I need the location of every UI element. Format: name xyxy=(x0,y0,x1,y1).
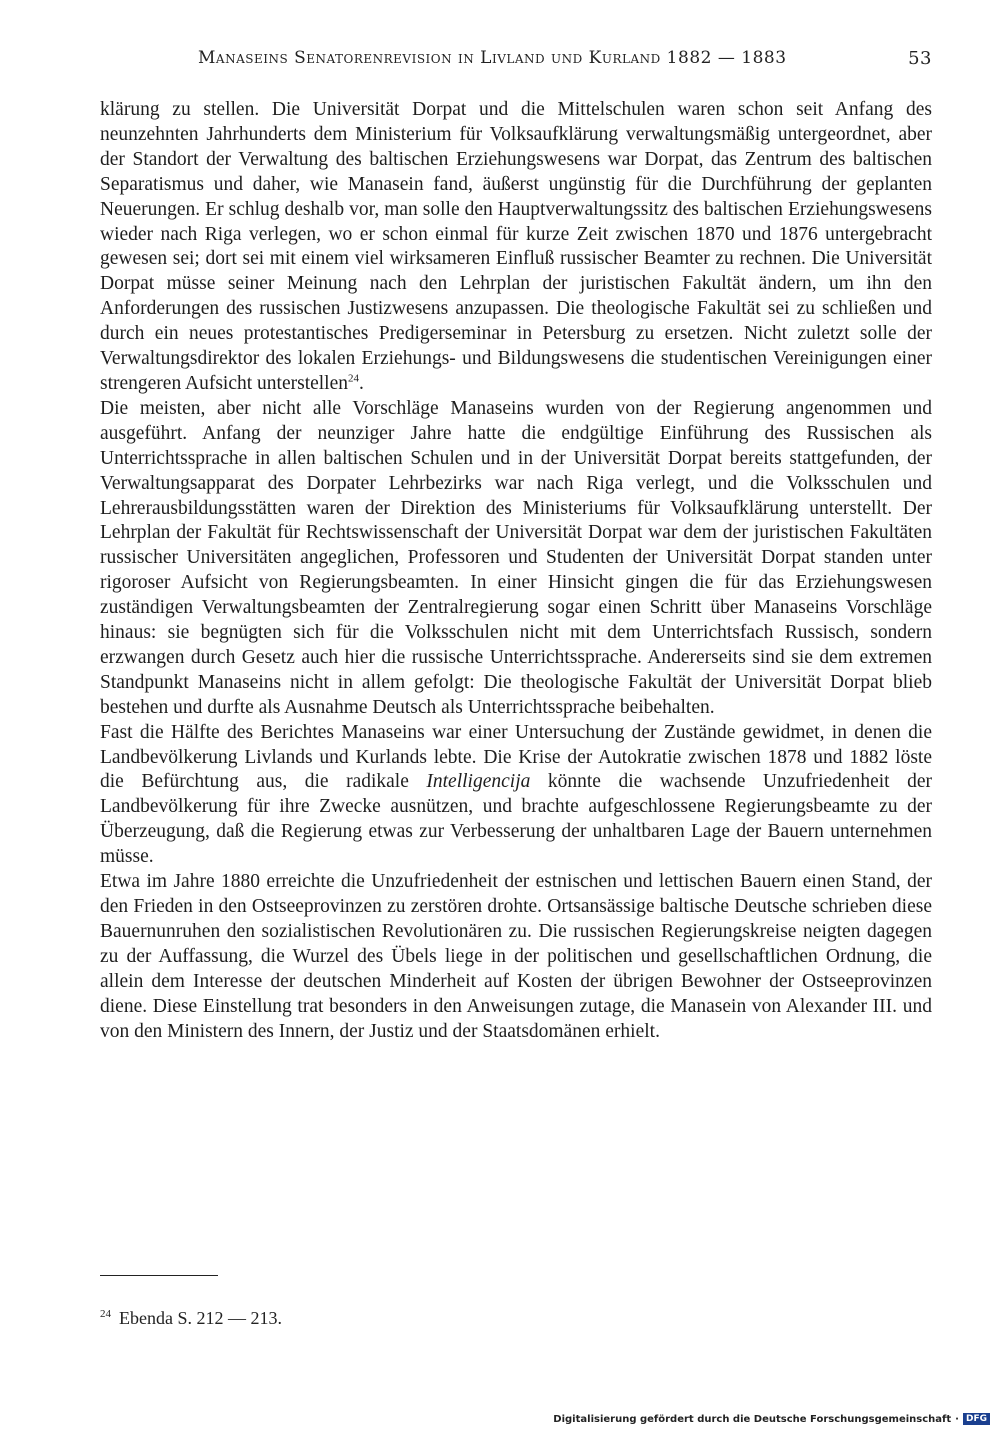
running-title: Manaseins Senatorenrevision in Livland und Kurland 1882 — 1883 xyxy=(198,48,787,68)
body-text xyxy=(100,98,932,1044)
paragraph-1 xyxy=(100,98,932,397)
paragraph-2: Die meisten, aber nicht alle Vorschläge Manaseins wurden von der Regierung angenommen und ausgeführt. Anfang der neunziger Jahre hatte die endgültige Einführung des Russischen als Unterrichtssprache in allen baltischen Schulen und in der Universität Dorpat bereits stattgefunden, der Verwaltungsapparat des Dorpater Lehrbezirks war nach Riga verlegt, und die Volksschulen und Lehrerausbildungsstätten waren der Direktion des Ministeriums für Volksaufklärung unterstellt. Der Lehrplan der Fakultät für Rechtswissenschaft der Universität Dorpat war dem der juristischen Fakultäten russischer Universitäten angeglichen, Professoren und Studenten der Universität Dorpat standen unter rigoroser Aufsicht von Regierungsbeamten. In einer Hinsicht gingen die für das Erziehungswesen zuständigen Verwaltungsbeamten der Zentralregierung sogar einen Schritt über Manaseins Vorschläge hinaus: sie begnügten sich für die Volksschulen nicht mit dem Unterrichtsfach Russisch, sondern erzwangen durch Gesetz auch hier die russische Unterrichtssprache. Andererseits sind sie dem extremen Standpunkt Manaseins nicht in allem gefolgt: Die theologische Fakultät der Universität Dorpat blieb bestehen und durfte als Ausnahme Deutsch als Unterrichtssprache beibehalten. xyxy=(100,397,932,718)
paragraph-1-end: . xyxy=(359,372,364,394)
digitization-text: Digitalisierung gefördert durch die Deutsche Forschungsgemeinschaft xyxy=(553,1413,952,1425)
paragraph-3-text-b: könnte die wachsende Unzufriedenheit der Landbevölkerung für ihre Zwecke ausnützen, und brachte aufgeschlossene Regierungsbeamte zu der Überzeugung, daß die Regierung etwas zur Verbesserung der unhaltbaren Lage der Bauern unternehmen müsse. xyxy=(100,771,932,868)
italic-term: Intelligencija xyxy=(426,771,531,793)
footnote xyxy=(100,1308,282,1329)
digitization-separator: · xyxy=(955,1413,959,1425)
paragraph-4: Etwa im Jahre 1880 erreichte die Unzufriedenheit der estnischen und lettischen Bauern einen Stand, der den Frieden in den Ostseeprovinzen zu zerstören drohte. Ortsansässige baltische Deutsche schrieben diese Bauernunruhen den sozialistischen Revolutionären zu. Die russischen Regierungskreise neigten dagegen zu der Auffassung, die Wurzel des Übels liege in der politischen und gesellschaftlichen Ordnung, die allein dem Interesse der deutschen Minderheit auf Kosten der übrigen Bewohner der Ostseeprovinzen diene. Diese Einstellung trat besonders in den Anweisungen zutage, die Manasein von Alexander III. und von den Ministern des Innern, der Justiz und der Staatsdomänen erhielt. xyxy=(100,871,932,1042)
footnote-text: Ebenda S. 212 — 213. xyxy=(119,1308,282,1328)
paragraph-3-text-a: Fast die Hälfte des Berichtes Manaseins war einer Untersuchung der Zustände gewidmet, in denen die Landbevölkerung Livlands und Kurlands lebte. Die Krise der Autokratie zwischen 1878 und 1882 löste die Befürchtung aus, die radikale xyxy=(100,721,932,793)
running-head xyxy=(198,48,932,68)
footnote-divider xyxy=(100,1275,218,1276)
paragraph-1-text: klärung zu stellen. Die Universität Dorpat und die Mittelschulen waren schon seit Anfang des neunzehnten Jahrhunderts dem Ministerium für Volksaufklärung verwaltungsmäßig untergeordnet, aber der Standort der Verwaltung des baltischen Erziehungswesens war Dorpat, das Zentrum des baltischen Separatismus und daher, wie Manasein fand, äußerst ungünstig für die Durchführung der geplanten Neuerungen. Er schlug deshalb vor, man solle den Hauptverwaltungssitz des baltischen Erziehungswesens wieder nach Riga verlegen, wo er schon einmal für kurze Zeit zwischen 1870 und 1876 untergebracht gewesen sei; dort sei mit einem viel wirksameren Einfluß russischer Beamter zu rechnen. Die Universität Dorpat müsse seiner Meinung nach den Lehrplan der juristischen Fakultät ändern, um ihn den Anforderungen des russischen Justizwesens anzupassen. Die theologische Fakultät sei zu schließen und durch ein neues protestantisches Predigerseminar in Petersburg zu ersetzen. Nicht zuletzt solle der Verwaltungsdirektor des lokalen Erziehungs- und Bildungswesens die studentischen Vereinigungen einer strengeren Aufsicht unterstellen xyxy=(100,99,932,394)
paragraph-3 xyxy=(100,721,932,870)
footnote-reference: 24 xyxy=(348,372,360,385)
digitization-note xyxy=(553,1413,990,1425)
page-number: 53 xyxy=(908,48,932,69)
footnote-number: 24 xyxy=(100,1308,111,1320)
dfg-logo-icon: DFG xyxy=(963,1413,990,1425)
